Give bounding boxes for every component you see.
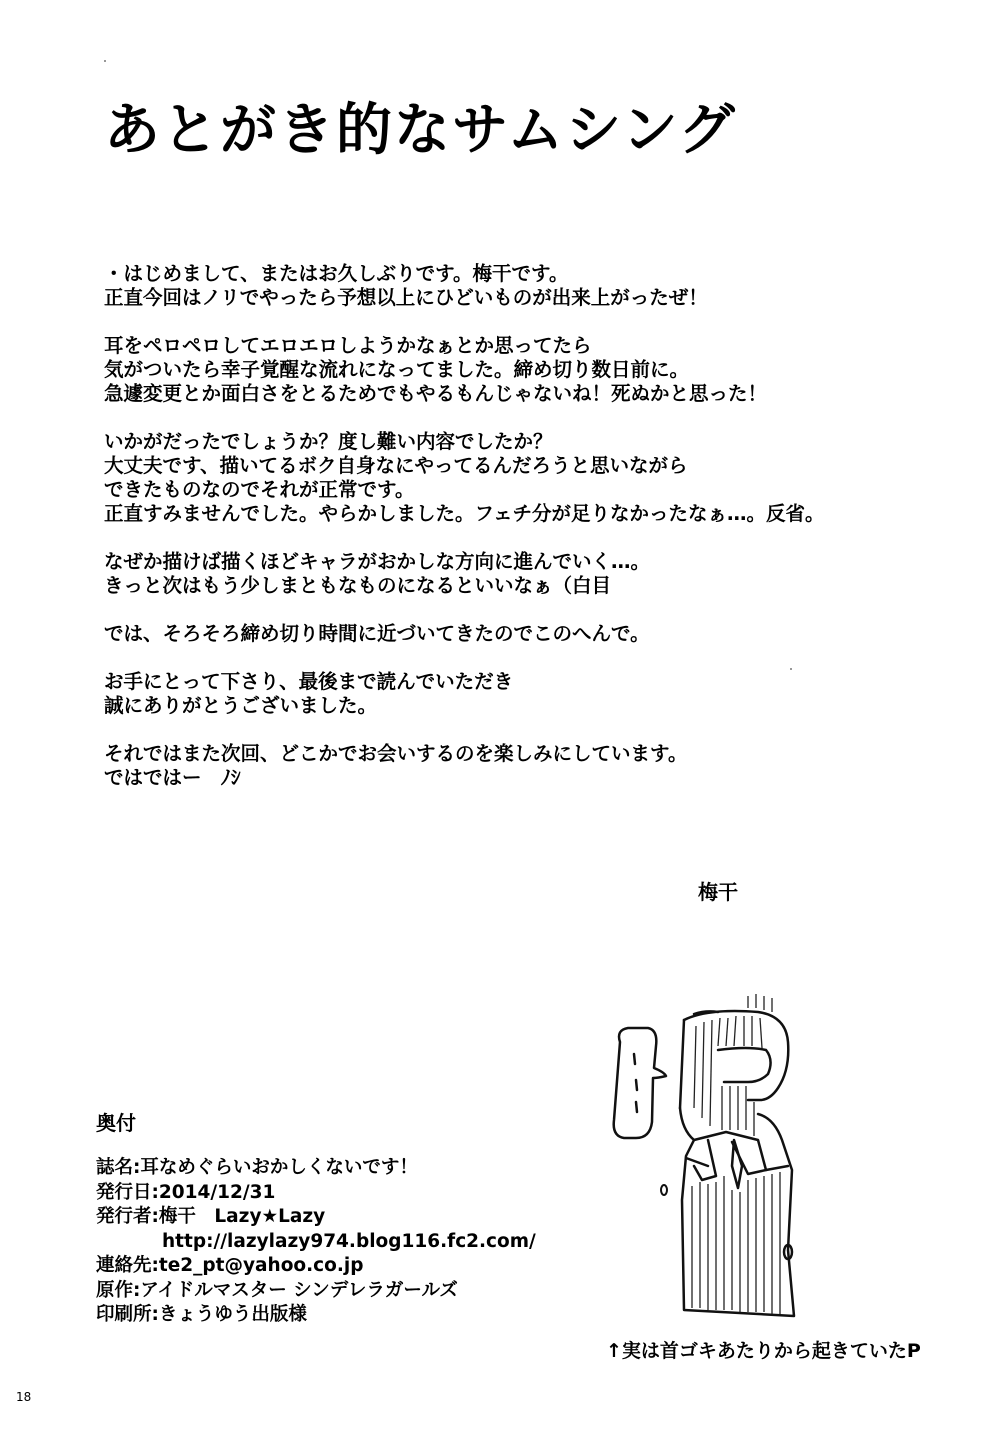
colophon-date: 発行日:2014/12/31	[96, 1181, 276, 1203]
page-title: あとがき的なサムシング	[104, 98, 737, 163]
paragraph-2	[104, 334, 864, 406]
text-line: お手にとって下さり、最後まで読んでいただき	[104, 670, 514, 693]
colophon-original: 原作:アイドルマスター シンデレラガールズ	[96, 1279, 458, 1301]
colophon-contact: 連絡先:te2_pt@yahoo.co.jp	[96, 1255, 364, 1276]
text-line: いかがだったでしょうか？度し難い内容でしたか？	[104, 430, 553, 453]
author-signature: 梅干	[698, 880, 738, 904]
scan-speck	[790, 668, 792, 670]
paragraph-5	[104, 622, 864, 646]
scan-speck	[104, 60, 106, 62]
colophon-url: http://lazylazy974.blog116.fc2.com/	[162, 1230, 536, 1252]
illustration-caption: ↑実は首ゴキあたりから起きていたP	[606, 1340, 921, 1362]
text-line: ではではー ﾉｼ	[104, 766, 241, 789]
paragraph-1	[104, 262, 864, 310]
paragraph-3	[104, 430, 864, 526]
text-line: では、そろそろ締め切り時間に近づいてきたのでこのへんで。	[104, 622, 650, 645]
text-line: ・はじめまして、またはお久しぶりです。梅干です。	[104, 262, 569, 285]
text-line: 正直すみませんでした。やらかしました。フェチ分が足りなかったなぁ…。反省。	[104, 502, 825, 525]
text-line: それではまた次回、どこかでお会いするのを楽しみにしています。	[104, 742, 688, 765]
colophon-publisher: 発行者:梅干 Lazy★Lazy	[96, 1206, 326, 1227]
text-line: 急遽変更とか面白さをとるためでもやるもんじゃないね！死ぬかと思った！	[104, 382, 768, 405]
page-number: 18	[16, 1390, 32, 1404]
text-line: できたものなのでそれが正常です。	[104, 478, 415, 501]
colophon-printer: 印刷所:きょうゆう出版様	[96, 1304, 307, 1325]
text-line: 気がついたら幸子覚醒な流れになってました。締め切り数日前に。	[104, 358, 690, 381]
colophon-heading: 奥付	[96, 1111, 136, 1135]
text-line: 大丈夫です、描いてるボク自身なにやってるんだろうと思いながら	[104, 454, 688, 477]
afterword-body	[104, 262, 864, 814]
paragraph-4	[104, 550, 864, 598]
text-line: 正直今回はノリでやったら予想以上にひどいものが出来上がったぜ！	[104, 286, 708, 309]
text-line: 誠にありがとうございました。	[104, 694, 378, 717]
text-line: 耳をペロペロしてエロエロしようかなぁとか思ってたら	[104, 334, 592, 357]
colophon	[96, 1156, 576, 1328]
paragraph-7	[104, 742, 864, 790]
colophon-title: 誌名:耳なめぐらいおかしくないです！	[96, 1157, 418, 1178]
sketch-illustration	[598, 990, 868, 1320]
text-line: なぜか描けば描くほどキャラがおかしな方向に進んでいく…。	[104, 550, 651, 573]
text-line: きっと次はもう少しまともなものになるといいなぁ（白目	[104, 574, 612, 597]
paragraph-6	[104, 670, 864, 718]
